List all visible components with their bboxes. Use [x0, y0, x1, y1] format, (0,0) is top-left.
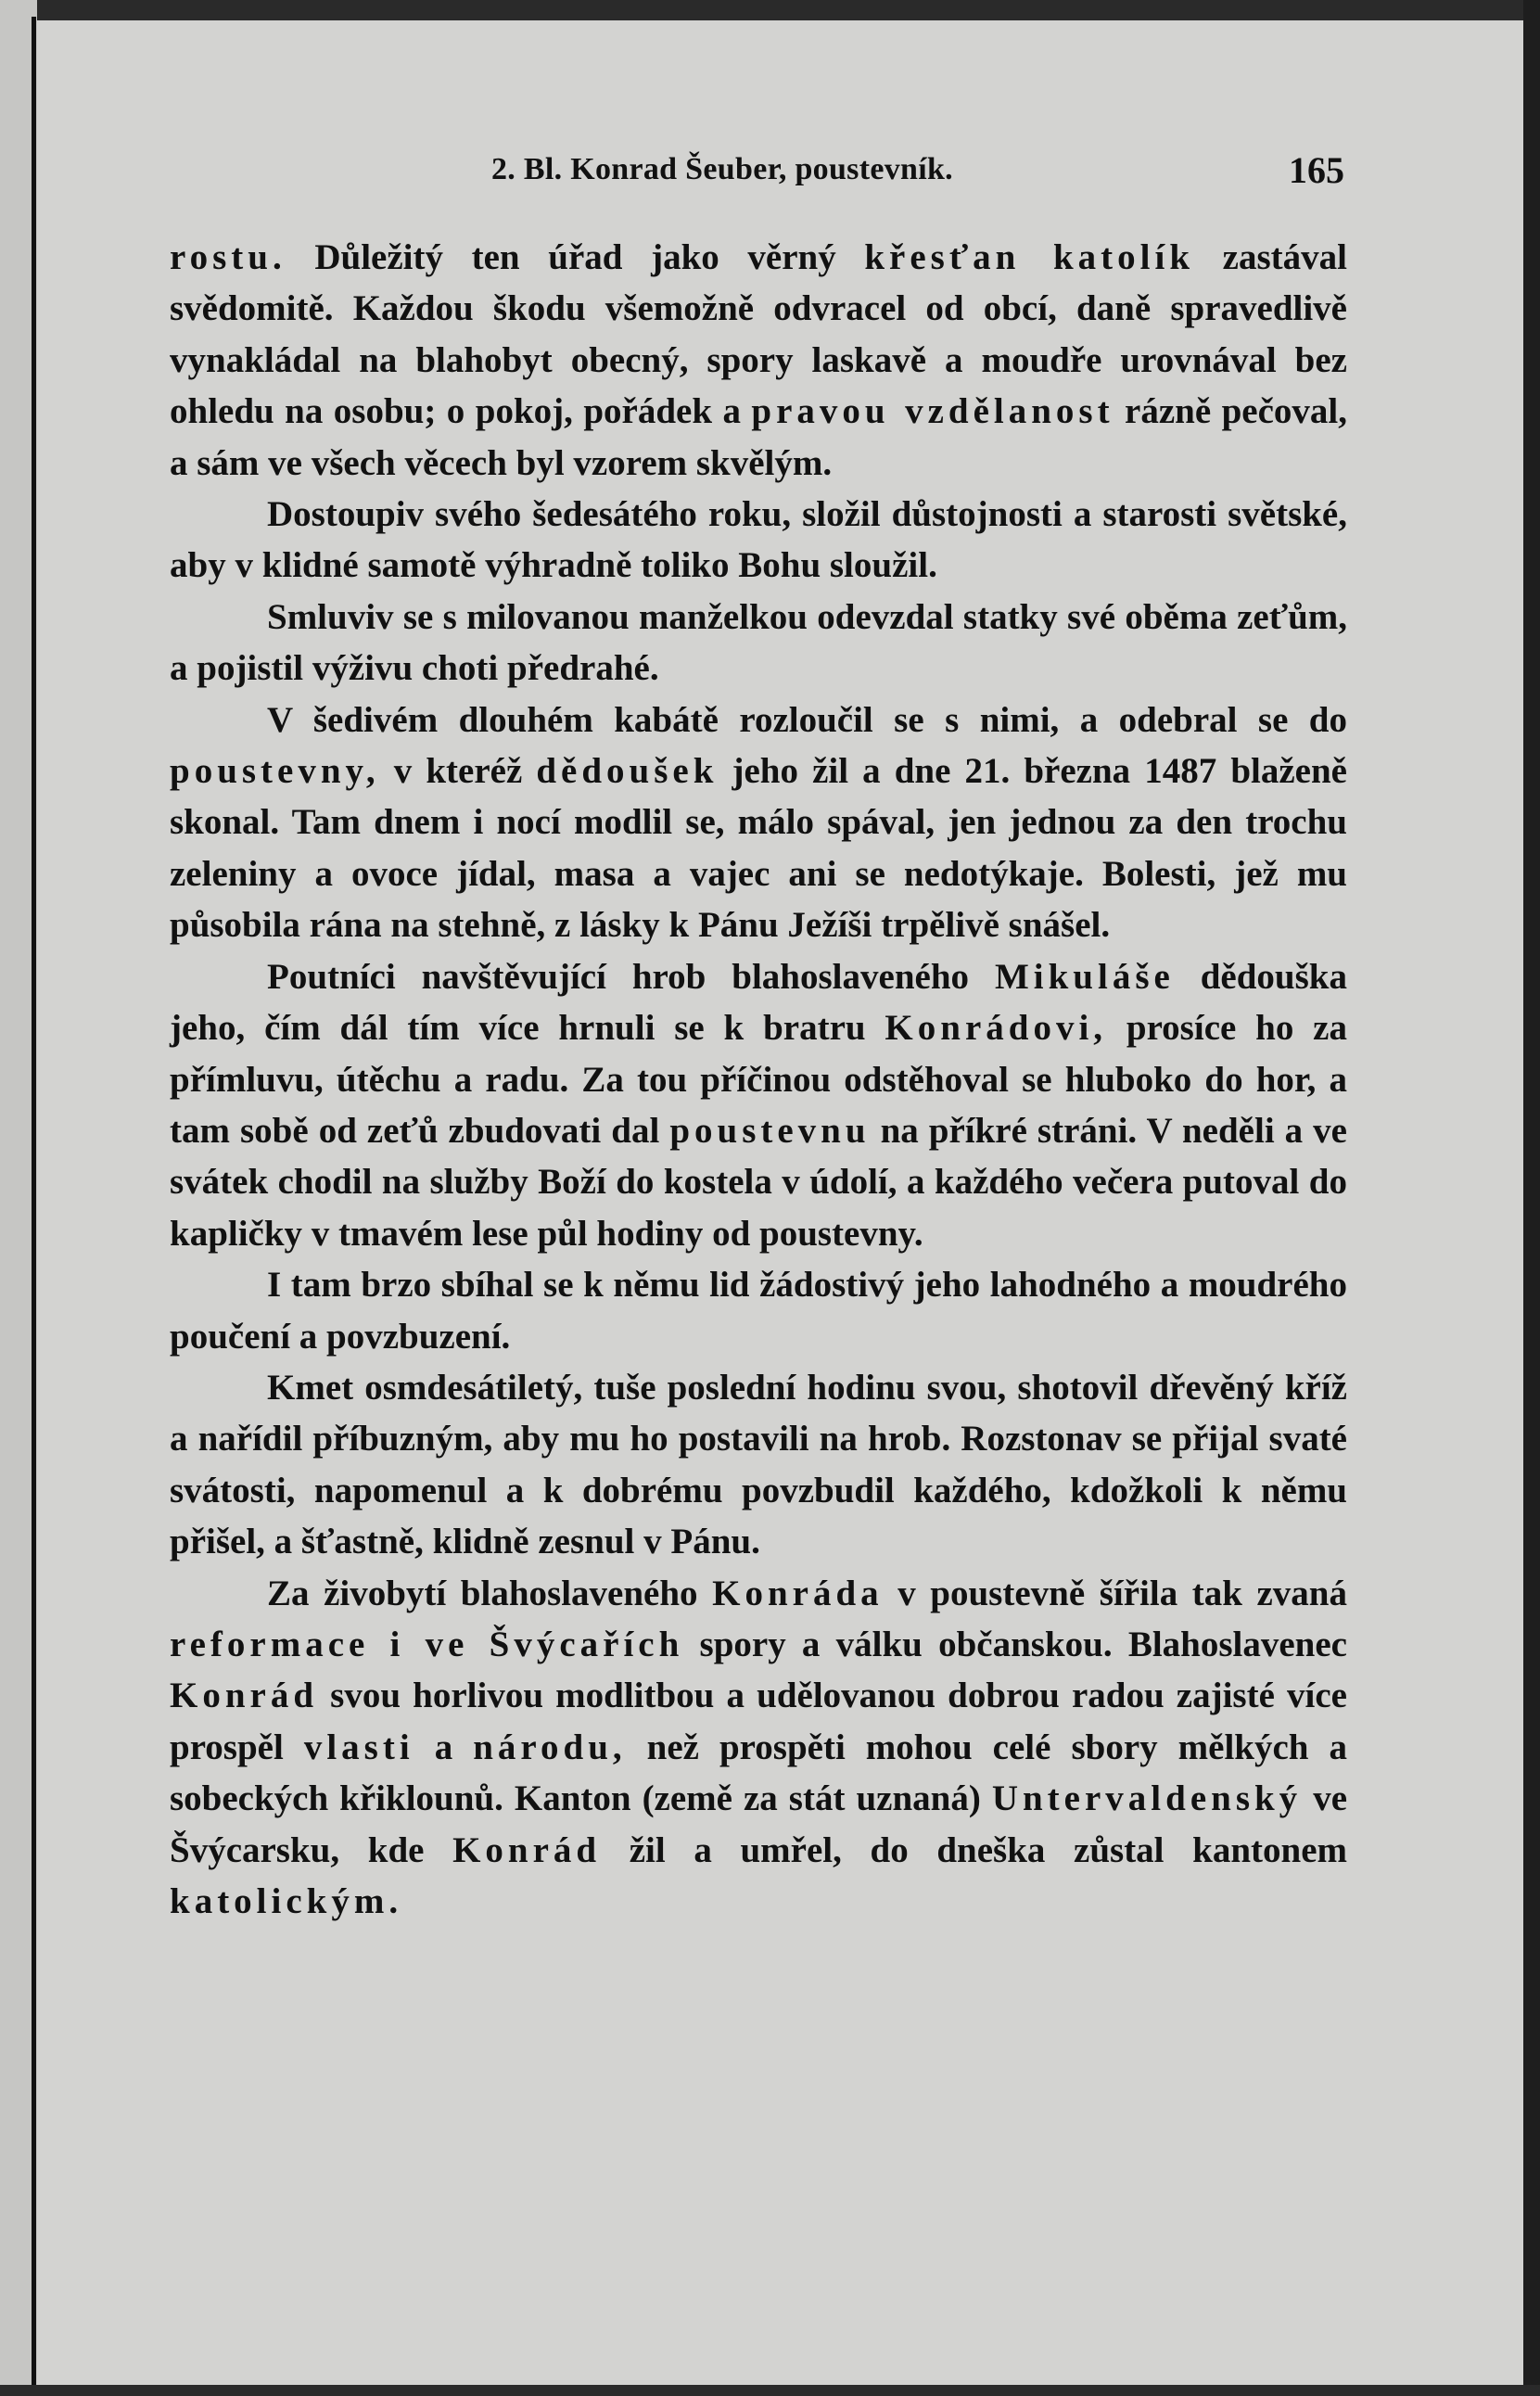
page-number: 165 [1289, 149, 1344, 191]
spaced-emphasis: vlasti [303, 1727, 414, 1767]
spaced-emphasis: národu, [473, 1727, 627, 1767]
spaced-emphasis: Mikuláše [994, 956, 1175, 997]
text-run: Dostoupiv svého šedesátého roku, složil důstojnosti a starosti světské, aby v klidné samotě výhradně toliko Bohu sloužil. [170, 494, 1347, 586]
text-run: v kteréž [379, 751, 537, 792]
spaced-emphasis: reformace i ve Švýcařích [170, 1624, 684, 1664]
text-run: svou horlivou modlitbou a udělovanou dobrou radou zajisté více prospěl [170, 1676, 1347, 1767]
text-run: spory a válku občanskou. Blahoslavenec [683, 1624, 1347, 1664]
spaced-emphasis: poustevny, [170, 751, 380, 792]
paragraph [170, 592, 1347, 695]
spaced-emphasis: Konrád [452, 1829, 602, 1870]
paragraph [170, 951, 1347, 1259]
text-run: zastával svědomitě. Každou škodu všemožně odvracel od obcí, daně spravedlivě vynakládal na blahobyt obecný, spory laskavě a moudře urovnával bez ohledu na osobu; o pokoj, pořádek a [170, 237, 1347, 432]
text-run: Poutníci navštěvující hrob blahoslaveného [267, 956, 995, 997]
text-run: Kmet osmdesátiletý, tuše poslední hodinu svou, shotovil dřevěný kříž a nařídil příbuzným, aby mu ho postavili na hrob. Rozstonav se přijal svaté svátosti, napomenul a k dobrému povzbudil každého, kdožkoli k němu přišel, a šťastně, klidně zesnul v Pánu. [170, 1367, 1347, 1562]
text-run: v poustevně šířila tak zvaná [883, 1573, 1347, 1613]
text-run: žil a umřel, do dneška zůstal kantonem [601, 1829, 1347, 1870]
text-run: dědouška jeho, čím dál tím více hrnuli se k bratru [170, 956, 1347, 1049]
text-run: než prospěti mohou celé sbory mělkých a sobeckých křiklounů. Kanton (země za stát uznaná) [170, 1727, 1347, 1819]
text-run: jeho žil a dne 21. března 1487 blaženě skonal. Tam dnem i nocí modlil se, málo spával, jen jednou za den trochu zeleniny a ovoce jídal, masa a vajec ani se nedotýkaje. Bolesti, jež mu působila rána na stehně, z lásky k Pánu Ježíši trpělivě snášel. [170, 751, 1347, 946]
text-run: I tam brzo sbíhal se k němu lid žádostivý jeho lahodného a moudrého poučení a povzbuzení. [170, 1265, 1347, 1357]
binding-spine-line [32, 17, 36, 2396]
paragraph [170, 489, 1347, 592]
text-run: na příkré stráni. V neděli a ve svátek chodil na služby Boží do kostela v údolí, a každého večera putoval do kapličky v tmavém lese půl hodiny od poustevny. [170, 1110, 1347, 1254]
spaced-emphasis: dědoušek [536, 751, 719, 792]
text-run: ve Švýcarsku, kde [170, 1778, 1348, 1870]
spaced-emphasis: Konrádovi, [885, 1008, 1108, 1049]
text-run: rázně pečoval, a sám ve všech věcech byl vzorem skvělým. [170, 391, 1347, 483]
text-run: a [414, 1727, 474, 1767]
text-run: Smluviv se s milovanou manželkou odevzdal statky své oběma zeťům, a pojistil výživu choti předrahé. [170, 596, 1347, 689]
page-header [176, 148, 1344, 204]
spaced-emphasis: křesťan katolík [864, 237, 1195, 277]
spaced-emphasis: Konráda [712, 1573, 884, 1613]
spaced-emphasis: pravou vzdělanost [751, 391, 1114, 432]
spaced-emphasis: rostu. [170, 237, 286, 277]
paragraph [170, 1568, 1347, 1928]
spaced-emphasis: Konrád [170, 1676, 319, 1716]
paragraph [170, 695, 1347, 951]
spaced-emphasis: poustevnu [669, 1110, 871, 1151]
running-head: 2. Bl. Konrad Šeuber, poustevník. [491, 152, 953, 186]
paragraph [170, 1362, 1347, 1568]
paragraph [170, 1259, 1347, 1362]
spaced-emphasis: katolickým. [170, 1881, 403, 1921]
text-run: Za živobytí blahoslaveného [267, 1573, 713, 1613]
text-run: prosíce ho za přímluvu, útěchu a radu. Za tou příčinou odstěhoval se hluboko do hor, a tam sobě od zeťů zbudovati dal [170, 1008, 1347, 1151]
scan-top-edge [0, 0, 1540, 20]
text-run: Důležitý ten úřad jako věrný [286, 237, 865, 277]
paragraph [170, 232, 1347, 489]
text-run: V šedivém dlouhém kabátě rozloučil se s nimi, a odebral se do [267, 699, 1347, 740]
spaced-emphasis: Untervaldenský [991, 1778, 1303, 1819]
scan-right-edge [1523, 0, 1540, 2396]
body-text [170, 232, 1347, 1927]
scan-bottom-edge [0, 2385, 1540, 2396]
